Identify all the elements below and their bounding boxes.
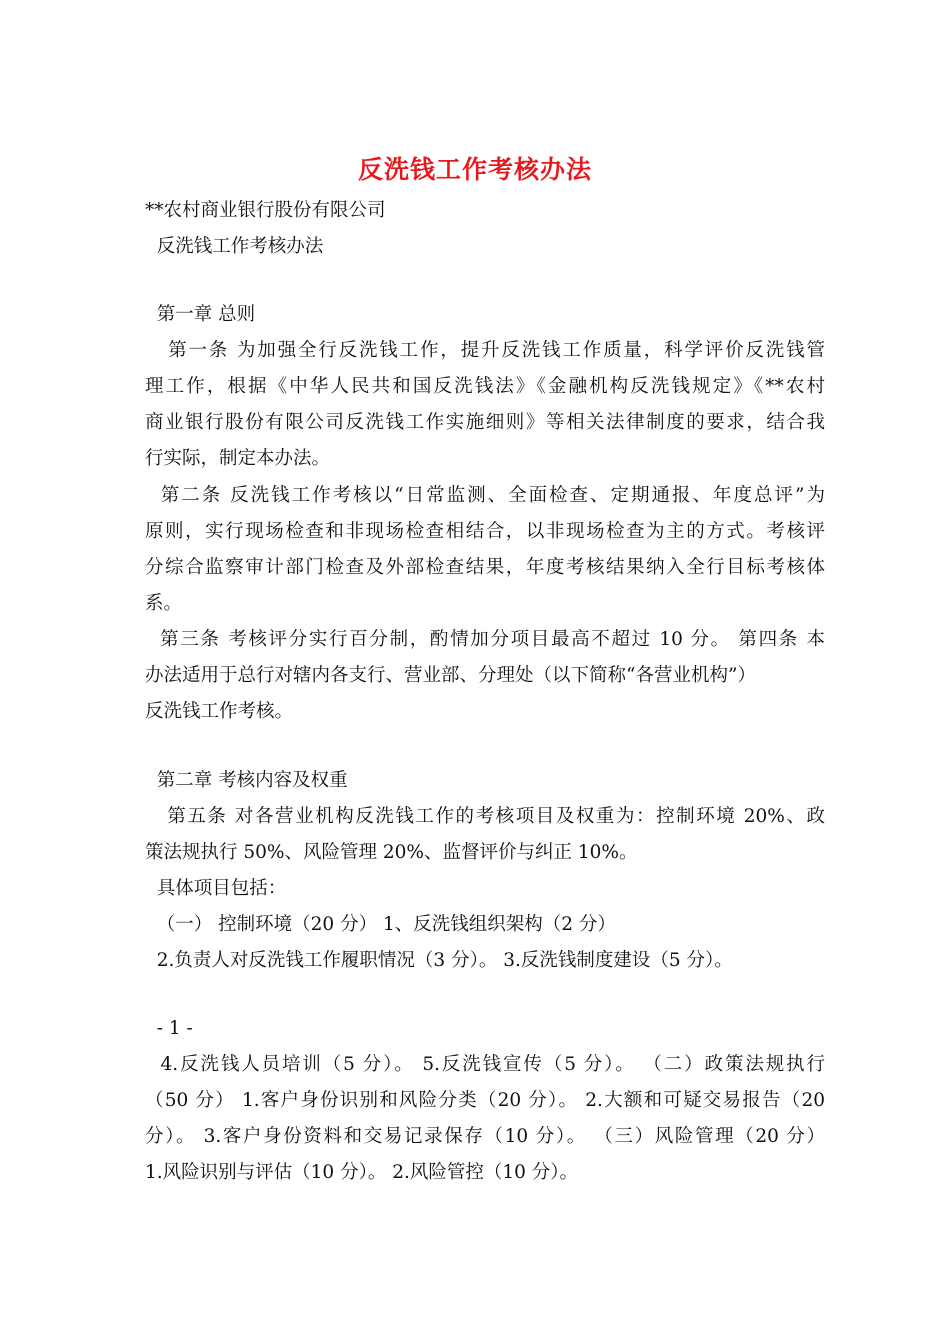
paragraph-line: 分综合监察审计部门检查及外部检查结果，年度考核结果纳入全行目标考核体 <box>145 557 825 578</box>
paragraph-line: 反洗钱工作考核。 <box>145 701 294 722</box>
paragraph-line: 第二条 反洗钱工作考核以“日常监测、全面检查、定期通报、年度总评”为 <box>145 485 825 506</box>
paragraph-line: 办法适用于总行对辖内各支行、营业部、分理处（以下简称“各营业机构”） <box>145 665 756 686</box>
chapter-heading: 第一章 总则 <box>145 304 256 325</box>
paragraph-line: 第一条 为加强全行反洗钱工作，提升反洗钱工作质量，科学评价反洗钱管 <box>145 340 825 361</box>
paragraph-line: 具体项目包括： <box>145 878 287 899</box>
paragraph-line: 1.风险识别与评估（10 分）。 2.风险管控（10 分）。 <box>145 1162 579 1183</box>
paragraph-line: 2.负责人对反洗钱工作履职情况（3 分）。 3.反洗钱制度建设（5 分）。 <box>145 950 733 971</box>
document-title: 反洗钱工作考核办法 <box>357 155 592 184</box>
paragraph-line: 第五条 对各营业机构反洗钱工作的考核项目及权重为：控制环境 20%、政 <box>145 806 825 827</box>
paragraph-line: 4.反洗钱人员培训（5 分）。 5.反洗钱宣传（5 分）。 （二）政策法规执行 <box>145 1054 825 1075</box>
paragraph-line: 原则，实行现场检查和非现场检查相结合，以非现场检查为主的方式。考核评 <box>145 521 825 542</box>
paragraph-line: （一） 控制环境（20 分） 1、反洗钱组织架构（2 分） <box>145 914 616 935</box>
company-name: **农村商业银行股份有限公司 <box>145 200 386 221</box>
paragraph-line: 理工作，根据《中华人民共和国反洗钱法》《金融机构反洗钱规定》《**农村 <box>145 376 825 397</box>
page-number: - 1 - <box>145 1018 193 1039</box>
paragraph-line: 第三条 考核评分实行百分制，酌情加分项目最高不超过 10 分。 第四条 本 <box>145 629 825 650</box>
paragraph-line: （50 分） 1.客户身份识别和风险分类（20 分）。 2.大额和可疑交易报告（20 <box>145 1090 825 1111</box>
chapter-heading: 第二章 考核内容及权重 <box>145 770 348 791</box>
subtitle: 反洗钱工作考核办法 <box>145 236 324 257</box>
paragraph-line: 策法规执行 50%、风险管理 20%、监督评价与纠正 10%。 <box>145 842 638 863</box>
paragraph-line: 分）。 3.客户身份资料和交易记录保存（10 分）。 （三）风险管理（20 分） <box>145 1126 825 1147</box>
paragraph-line: 行实际，制定本办法。 <box>145 448 331 469</box>
paragraph-line: 系。 <box>145 593 183 614</box>
paragraph-line: 商业银行股份有限公司反洗钱工作实施细则》等相关法律制度的要求，结合我 <box>145 412 825 433</box>
